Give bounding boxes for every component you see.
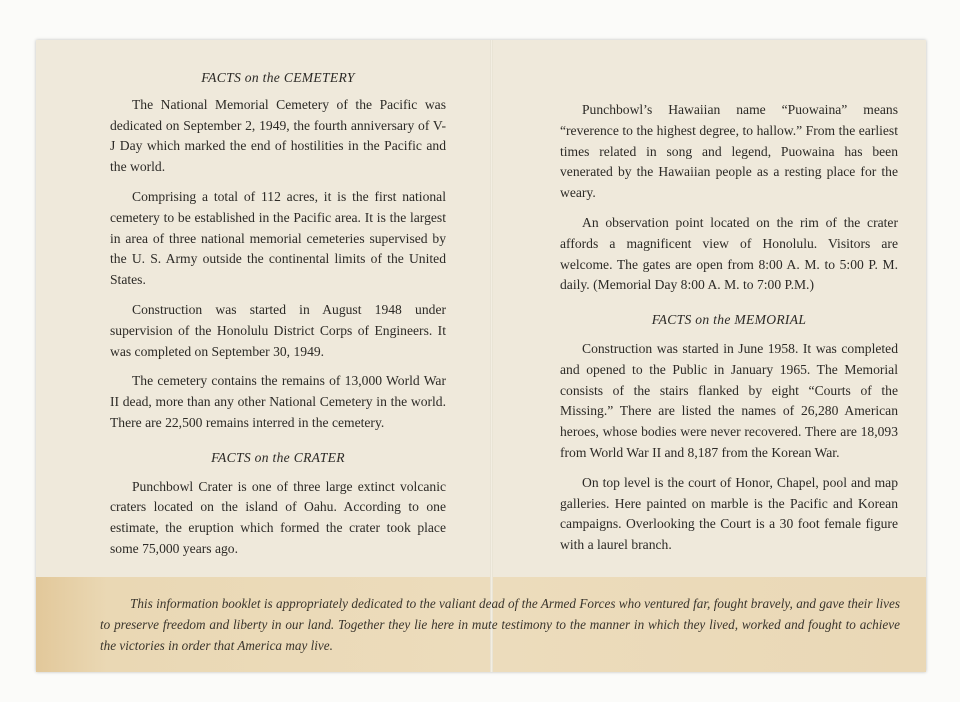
- center-fold: [490, 40, 493, 672]
- dedication-text: This information booklet is appropriately dedicated to the valiant dead of the Armed Forces who ventured far, fought bravely, and gave their lives to preserve freedom and liberty in our land. Together they lie here in mute testimony to the manner in which they lived, worked and fought to achieve the victories in order that America may live.: [100, 596, 900, 653]
- paragraph: Punchbowl’s Hawaiian name “Puowaina” means “reverence to the highest degree, to hallow.” From the earliest times related in song and legend, Puowaina has been venerated by the Hawaiian people as a resting place for the weary.: [560, 102, 898, 201]
- paragraph: On top level is the court of Honor, Chapel, pool and map galleries. Here painted on marble is the Pacific and Korean campaigns. Overlooking the Court is a 30 foot female figure with a laurel branch.: [560, 474, 898, 553]
- paragraph: The cemetery contains the remains of 13,000 World War II dead, more than any other National Cemetery in the world. There are 22,500 remains interred in the cemetery.: [110, 373, 446, 430]
- memorial-heading: FACTS on the MEMORIAL: [651, 312, 807, 328]
- crater-heading: FACTS on the CRATER: [211, 449, 345, 465]
- right-column: [560, 100, 898, 565]
- paragraph: Comprising a total of 112 acres, it is the first national cemetery to be established in the Pacific area. It is the largest in area of three national memorial cemeteries supervised by the U. S. Army outside the continental limits of the United States.: [110, 188, 446, 288]
- cemetery-heading: FACTS on the CEMETERY: [201, 70, 355, 85]
- left-column: [110, 68, 446, 569]
- paragraph: Construction was started in June 1958. It was completed and opened to the Public in January 1965. The Memorial consists of the stairs flanked by eight “Courts of the Missing.” There are listed the names of 26,280 American heroes, whose bodies were never recovered. There are 18,093 from World War II and 8,187 from the Korean War.: [560, 340, 898, 460]
- paragraph: Construction was started in August 1948 under supervision of the Honolulu District Corps of Engineers. It was completed on September 30, 1949.: [110, 301, 446, 359]
- paragraph: Punchbowl Crater is one of three large extinct volcanic craters located on the island of Oahu. According to one estimate, the eruption which formed the crater took place some 75,000 years ago.: [110, 478, 446, 556]
- paragraph: An observation point located on the rim of the crater affords a magnificent view of Honolulu. Visitors are welcome. The gates are open from 8:00 A. M. to 5:00 P. M. daily. (Memorial Day 8:00 A. M. to 7:00 P.M.): [560, 214, 898, 293]
- paragraph: The National Memorial Cemetery of the Pacific was dedicated on September 2, 1949, the fourth anniversary of V-J Day which marked the end of hostilities in the Pacific and the world.: [110, 96, 446, 175]
